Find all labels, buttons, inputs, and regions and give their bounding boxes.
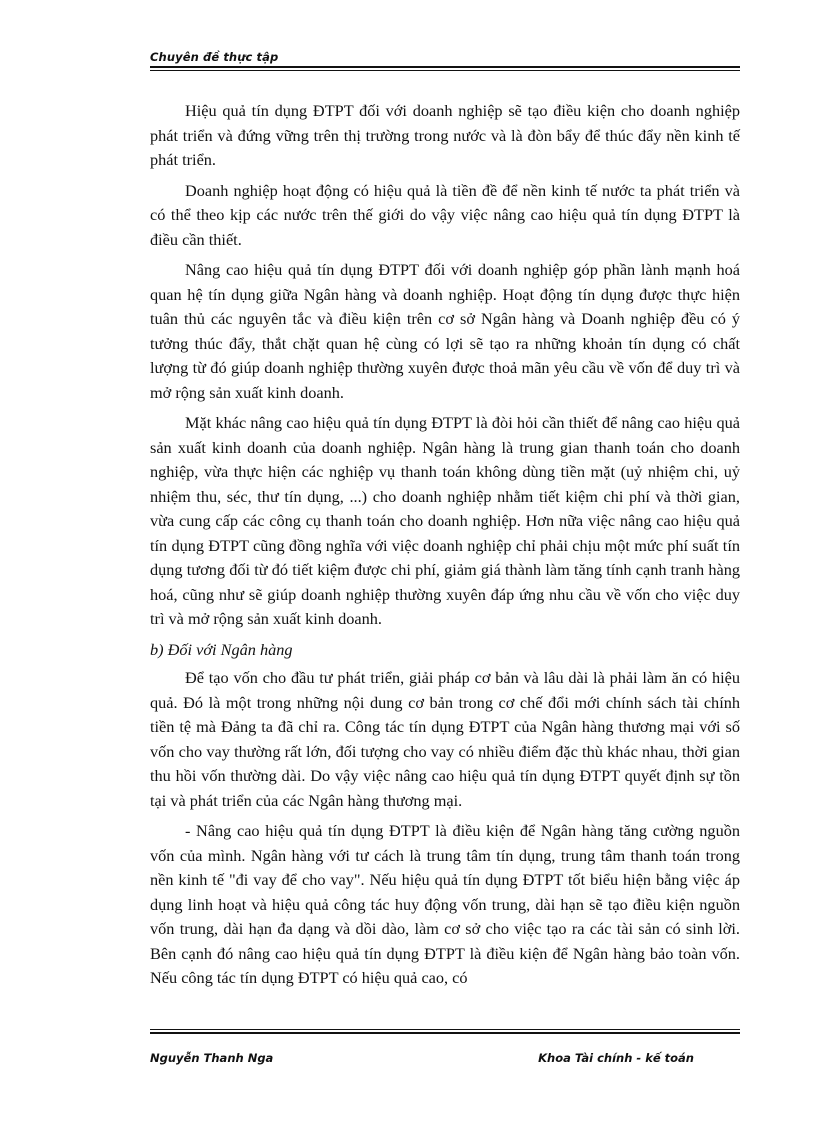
footer-department: Khoa Tài chính - kế toán [538,1051,694,1065]
footer-author: Nguyễn Thanh Nga [150,1051,274,1065]
paragraph: - Nâng cao hiệu quả tín dụng ĐTPT là điều kiện để Ngân hàng tăng cường nguồn vốn của mình. Ngân hàng với tư cách là trung tâm tín dụng, trung tâm thanh toán trong nền kinh tế "đi vay để cho vay". Nếu hiệu quả tín dụng ĐTPT tốt biểu hiện bằng việc áp dụng linh hoạt và hiệu quả công tác huy động vốn trung, dài hạn sẽ tạo điều kiện nguồn vốn trung, dài hạn đa dạng và dồi dào, làm cơ sở cho việc tạo ra các tài sản có sinh lời. Bên cạnh đó nâng cao hiệu quả tín dụng ĐTPT là điều kiện để Ngân hàng bảo toàn vốn. Nếu công tác tín dụng ĐTPT có hiệu quả cao, có [150,821,740,987]
header-title: Chuyên đề thực tập [150,50,279,64]
paragraph: Để tạo vốn cho đầu tư phát triển, giải pháp cơ bản và lâu dài là phải làm ăn có hiệu quả. Đó là một trong những nội dung cơ bản trong cơ chế đổi mới chính sách tài chính tiền tệ mà Đảng ta đã chỉ ra. Công tác tín dụng ĐTPT của Ngân hàng thương mại với số vốn cho vay thường rất lớn, đối tượng cho vay có nhiều điểm đặc thù khác nhau, thời gian thu hồi vốn thường dài. Do vậy việc nâng cao hiệu quả tín dụng ĐTPT quyết định sự tồn tại và phát triển của các Ngân hàng thương mại. [150,668,740,810]
document-body [150,99,740,997]
paragraph: Doanh nghiệp hoạt động có hiệu quả là tiền đề để nền kinh tế nước ta phát triển và có thể theo kịp các nước trên thế giới do vậy việc nâng cao hiệu quả tín dụng ĐTPT là điều cần thiết. [150,180,740,249]
footer-row [150,1051,740,1065]
page-header [150,50,740,71]
page-footer [150,1029,740,1065]
paragraph: Hiệu quả tín dụng ĐTPT đối với doanh nghiệp sẽ tạo điều kiện cho doanh nghiệp phát triển và đứng vững trên thị trường trong nước và là đòn bẩy để thúc đẩy nền kinh tế phát triển. [150,101,740,169]
section-subheading: b) Đối với Ngân hàng [150,639,293,659]
paragraph: Nâng cao hiệu quả tín dụng ĐTPT đối với doanh nghiệp góp phần lành mạnh hoá quan hệ tín dụng giữa Ngân hàng và doanh nghiệp. Hoạt động tín dụng được thực hiện tuân thủ các nguyên tắc và điều kiện trên cơ sở Ngân hàng và Doanh nghiệp đều có ý tưởng thúc đẩy, thắt chặt quan hệ cùng có lợi sẽ tạo ra những khoản tín dụng có chất lượng từ đó giúp doanh nghiệp thường xuyên được thoả mãn yêu cầu về vốn để duy trì và mở rộng sản xuất kinh doanh. [150,260,740,402]
footer-rule [150,1029,740,1034]
header-rule [150,66,740,71]
paragraph: Mặt khác nâng cao hiệu quả tín dụng ĐTPT là đòi hỏi cần thiết để nâng cao hiệu quả sản xuất kinh doanh của doanh nghiệp. Ngân hàng là trung gian thanh toán cho doanh nghiệp, vừa thực hiện các nghiệp vụ thanh toán không dùng tiền mặt (uỷ nhiệm chi, uỷ nhiệm thu, séc, thư tín dụng, ...) cho doanh nghiệp nhằm tiết kiệm chi phí và thời gian, vừa cung cấp các công cụ thanh toán cho doanh nghiệp. Hơn nữa việc nâng cao hiệu quả tín dụng ĐTPT cũng đồng nghĩa với việc doanh nghiệp chỉ phải chịu một mức phí suất tín dụng tương đối từ đó tiết kiệm được chi phí, giảm giá thành làm tăng tính cạnh tranh hàng hoá, cũng như sẽ giúp doanh nghiệp thường xuyên đáp ứng nhu cầu về vốn cho việc duy trì và mở rộng sản xuất kinh doanh. [150,413,740,628]
